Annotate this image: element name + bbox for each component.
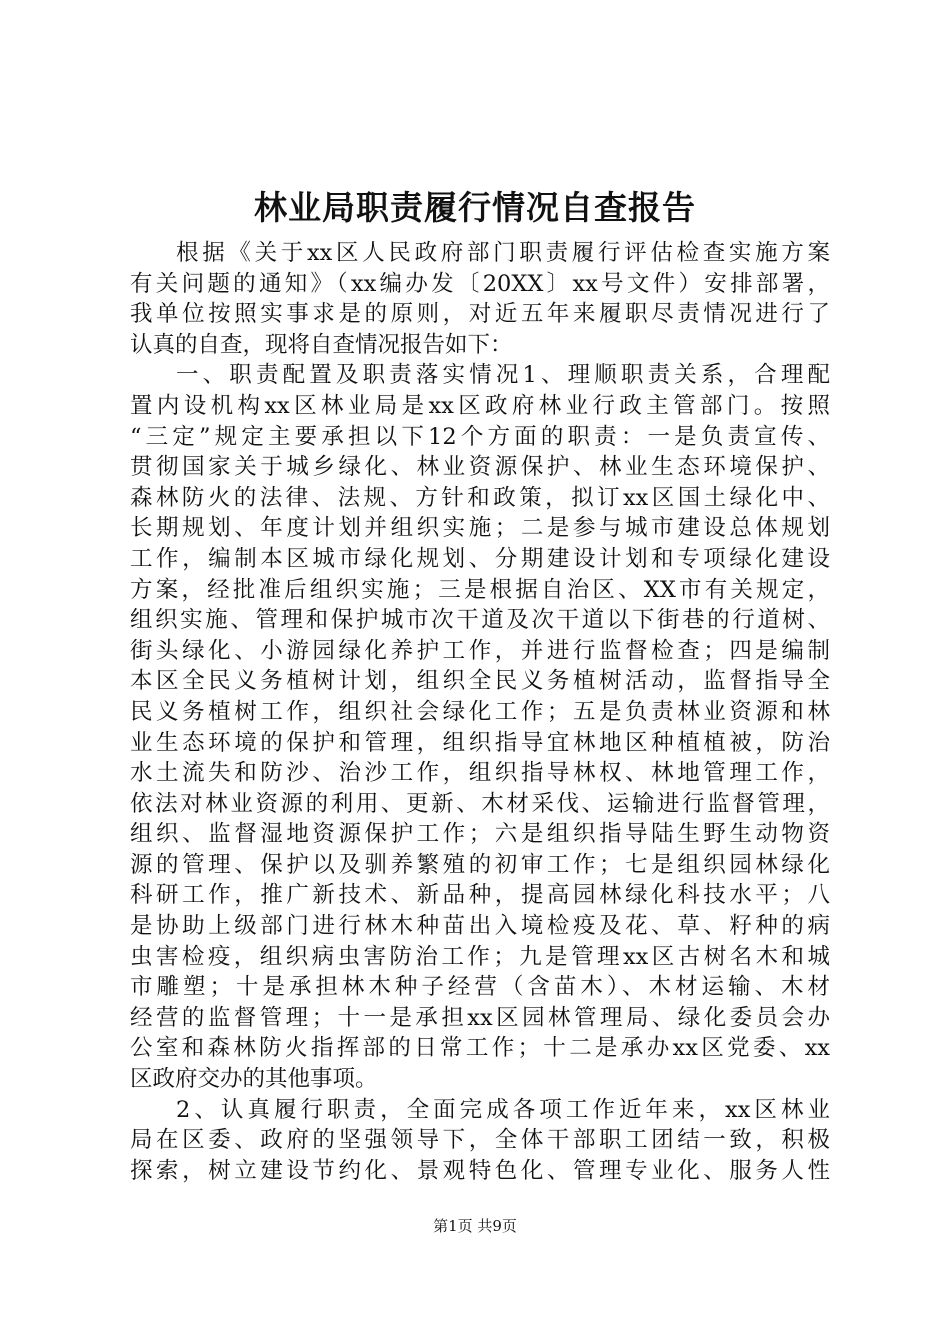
body-text-line: 置内设机构xx区林业局是xx区政府林业行政主管部门。按照	[130, 392, 830, 419]
body-text-line: “三定”规定主要承担以下12个方面的职责：一是负责宣传、	[130, 423, 830, 450]
document-title: 林业局职责履行情况自查报告	[254, 188, 696, 227]
body-text-line: 2、认真履行职责，全面完成各项工作近年来，xx区林业	[176, 1096, 830, 1123]
body-text-line: 一、职责配置及职责落实情况1、理顺职责关系，合理配	[176, 362, 830, 389]
body-text-line: 方案，经批准后组织实施；三是根据自治区、XX市有关规定，	[130, 576, 830, 603]
body-text-line: 贯彻国家关于城乡绿化、林业资源保护、林业生态环境保护、	[130, 454, 830, 481]
body-text-line: 水土流失和防沙、治沙工作，组织指导林权、林地管理工作，	[130, 760, 830, 787]
body-text-line: 认真的自查，现将自查情况报告如下：	[130, 331, 513, 358]
body-text-line: 区政府交办的其他事项。	[130, 1066, 378, 1093]
body-text-line: 组织、监督湿地资源保护工作；六是组织指导陆生野生动物资	[130, 821, 830, 848]
body-text-line: 虫害检疫，组织病虫害防治工作；九是管理xx区古树名木和城	[130, 943, 830, 970]
body-text-line: 森林防火的法律、法规、方针和政策，拟订xx区国土绿化中、	[130, 484, 830, 511]
body-text-line: 公室和森林防火指挥部的日常工作；十二是承办xx区党委、xx	[130, 1035, 830, 1062]
body-text-line: 依法对林业资源的利用、更新、木材采伐、运输进行监督管理，	[130, 790, 830, 817]
body-text-line: 本区全民义务植树计划，组织全民义务植树活动，监督指导全	[130, 668, 830, 695]
body-text-line: 我单位按照实事求是的原则，对近五年来履职尽责情况进行了	[130, 301, 830, 328]
body-text-line: 源的管理、保护以及驯养繁殖的初审工作；七是组织园林绿化	[130, 851, 830, 878]
body-text-line: 局在区委、政府的坚强领导下，全体干部职工团结一致，积极	[130, 1127, 830, 1154]
body-text-line: 组织实施、管理和保护城市次干道及次干道以下街巷的行道树、	[130, 607, 830, 634]
body-text-line: 市雕塑；十是承担林木种子经营（含苗木）、木材运输、木材	[130, 974, 830, 1001]
body-text-line: 长期规划、年度计划并组织实施；二是参与城市建设总体规划	[130, 515, 830, 542]
body-text-line: 民义务植树工作，组织社会绿化工作；五是负责林业资源和林	[130, 698, 830, 725]
body-text-line: 经营的监督管理；十一是承担xx区园林管理局、绿化委员会办	[130, 1004, 830, 1031]
document-body	[130, 238, 830, 1186]
body-text-line: 街头绿化、小游园绿化养护工作，并进行监督检查；四是编制	[130, 637, 830, 664]
body-text-line: 有关问题的通知》（xx编办发〔20XX〕xx号文件）安排部署，	[130, 270, 830, 297]
body-text-line: 业生态环境的保护和管理，组织指导宜林地区种植植被，防治	[130, 729, 830, 756]
body-text-line: 工作，编制本区城市绿化规划、分期建设计划和专项绿化建设	[130, 545, 830, 572]
body-text-line: 科研工作，推广新技术、新品种，提高园林绿化科技水平；八	[130, 882, 830, 909]
body-text-line: 是协助上级部门进行林木种苗出入境检疫及花、草、籽种的病	[130, 913, 830, 940]
body-text-line: 根据《关于xx区人民政府部门职责履行评估检查实施方案	[176, 240, 830, 266]
body-text-line: 探索，树立建设节约化、景观特色化、管理专业化、服务人性	[130, 1157, 830, 1184]
page-footer: 第1页 共9页	[433, 1217, 517, 1235]
